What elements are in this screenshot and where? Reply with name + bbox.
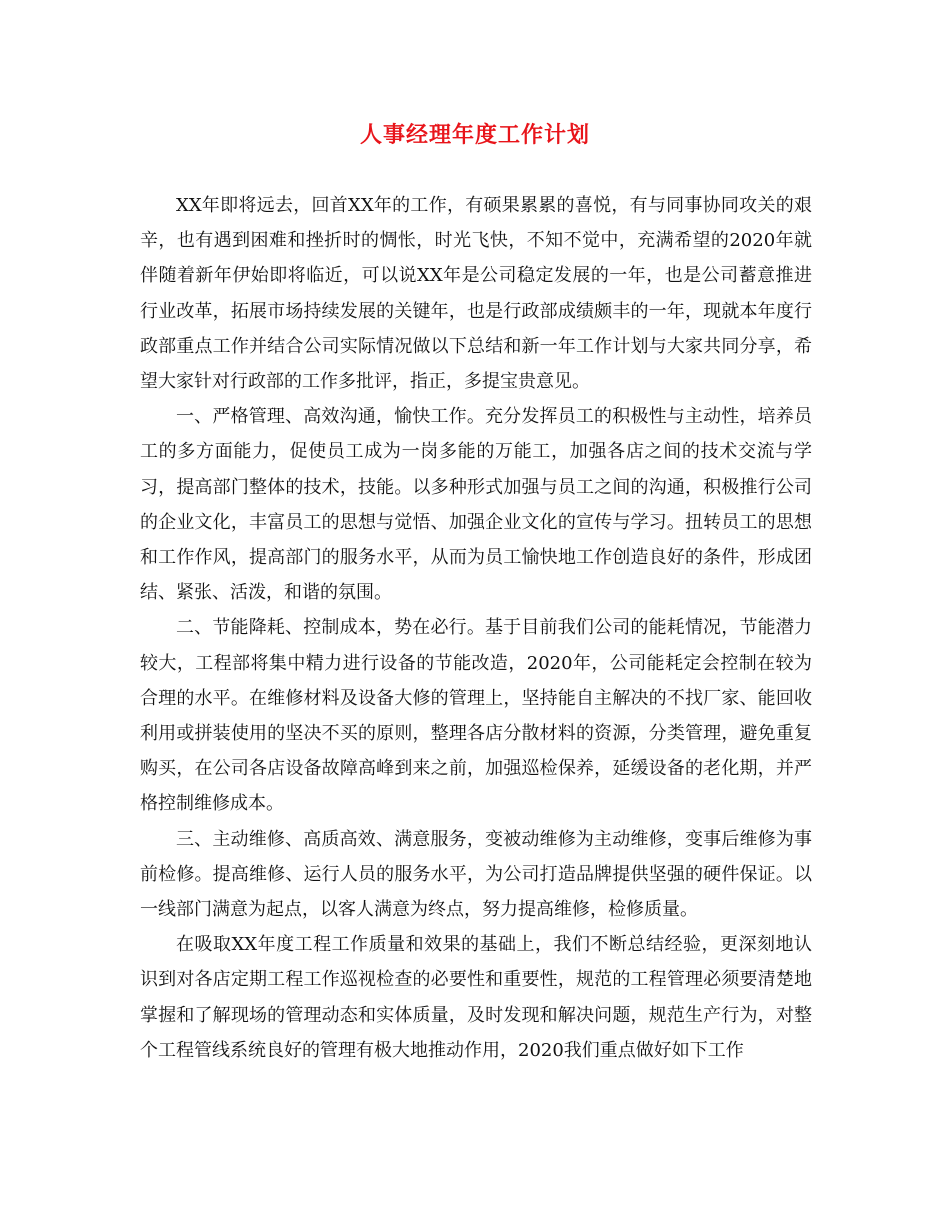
paragraph-maintenance: 三、主动维修、高质高效、满意服务，变被动维修为主动维修，变事后维修为事前检修。提高维修、运行人员的服务水平，为公司打造品牌提供坚强的硬件保证。以一线部门满意为起点，以客人满意为终点，努力提高维修，检修质量。: [140, 828, 812, 921]
document-title: 人事经理年度工作计划: [359, 122, 590, 148]
paragraph-inspection: 在吸取XX年度工程工作质量和效果的基础上，我们不断总结经验，更深刻地认识到对各店定期工程工作巡视检查的必要性和重要性，规范的工程管理必须要清楚地掌握和了解现场的管理动态和实体质量，及时发现和解决问题，规范生产行为，对整个工程管线系统良好的管理有极大地推动作用，2020我们重点做好如下工作: [140, 934, 812, 1061]
document-body: [140, 188, 812, 1068]
paragraph-management: 一、严格管理、高效沟通，愉快工作。充分发挥员工的积极性与主动性，培养员工的多方面能力，促使员工成为一岗多能的万能工，加强各店之间的技术交流与学习，提高部门整体的技术，技能。以多种形式加强与员工之间的沟通，积极推行公司的企业文化，丰富员工的思想与觉悟、加强企业文化的宣传与学习。扭转员工的思想和工作作风，提高部门的服务水平，从而为员工愉快地工作创造良好的条件，形成团结、紧张、活泼，和谐的氛围。: [140, 406, 812, 604]
paragraph-intro: XX年即将远去，回首XX年的工作，有硕果累累的喜悦，有与同事协同攻关的艰辛，也有遇到困难和挫折时的惆怅，时光飞快，不知不觉中，充满希望的2020年就伴随着新年伊始即将临近，可以说XX年是公司稳定发展的一年，也是公司蓄意推进行业改革，拓展市场持续发展的关键年，也是行政部成绩颇丰的一年，现就本年度行政部重点工作并结合公司实际情况做以下总结和新一年工作计划与大家共同分享，希望大家针对行政部的工作多批评，指正，多提宝贵意见。: [140, 195, 812, 393]
paragraph-energy-saving: 二、节能降耗、控制成本，势在必行。基于目前我们公司的能耗情况，节能潜力较大，工程部将集中精力进行设备的节能改造，2020年，公司能耗定会控制在较为合理的水平。在维修材料及设备大修的管理上，坚持能自主解决的不找厂家、能回收利用或拼装使用的坚决不买的原则，整理各店分散材料的资源，分类管理，避免重复购买，在公司各店设备故障高峰到来之前，加强巡检保养，延缓设备的老化期，并严格控制维修成本。: [140, 617, 812, 815]
